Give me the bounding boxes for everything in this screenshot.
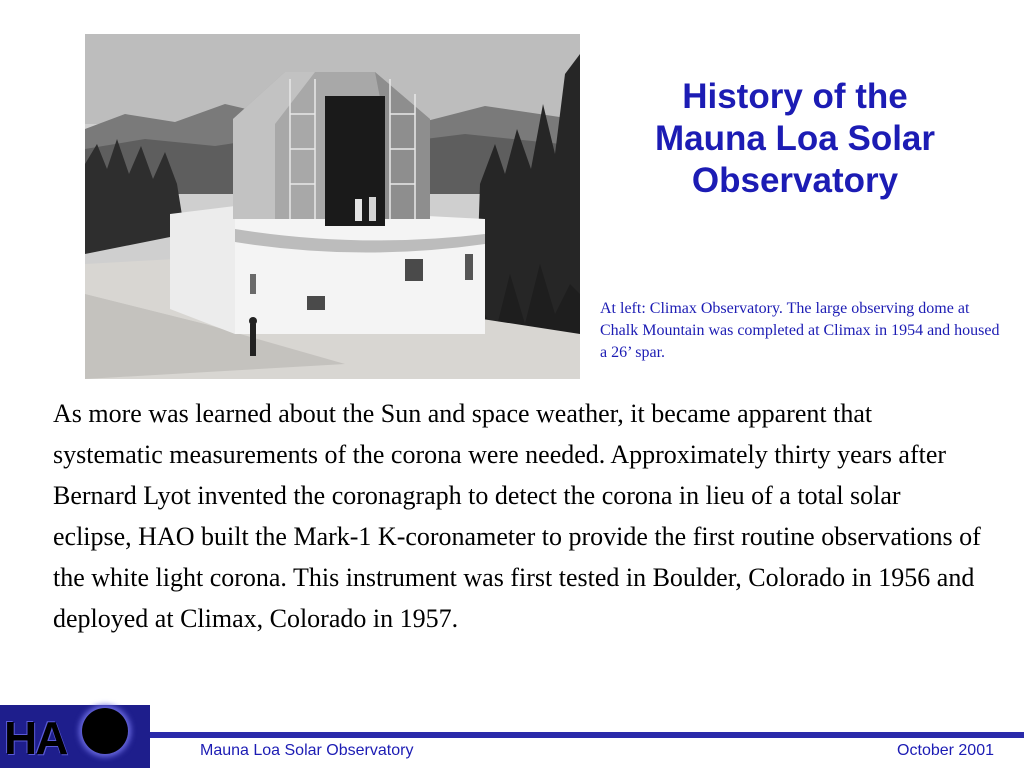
observatory-photo-graphic [85, 34, 580, 379]
body-paragraph: As more was learned about the Sun and space weather, it became apparent that systematic measurements of the corona were needed. Approximately thirty years after Bernard Lyot invented the coronagraph to detect the corona in lieu of a total solar eclipse, HAO built the Mark-1 K-coronameter to provide the first routine observations of the white light corona. This instrument was first tested in Boulder, Colorado in 1956 and deployed at Climax, Colorado in 1957. [53, 399, 981, 633]
climax-observatory-photo [85, 34, 580, 379]
photo-caption: At left: Climax Observatory. The large observing dome at Chalk Mountain was completed at Climax in 1954 and housed a 26’ spar. [600, 300, 1000, 361]
hao-logo [0, 705, 150, 768]
hao-logo-text: HA [4, 712, 67, 764]
title-line-1: History of the [682, 77, 908, 116]
footer-date: October 2001 [897, 742, 994, 759]
footer-divider [0, 732, 1024, 738]
title-line-2: Mauna Loa Solar [654, 119, 936, 158]
hao-logo-sun-icon [82, 708, 128, 754]
title-line-3: Observatory [691, 161, 899, 200]
footer-presentation-title: Mauna Loa Solar Observatory [200, 742, 414, 759]
slide-title [590, 76, 1000, 202]
